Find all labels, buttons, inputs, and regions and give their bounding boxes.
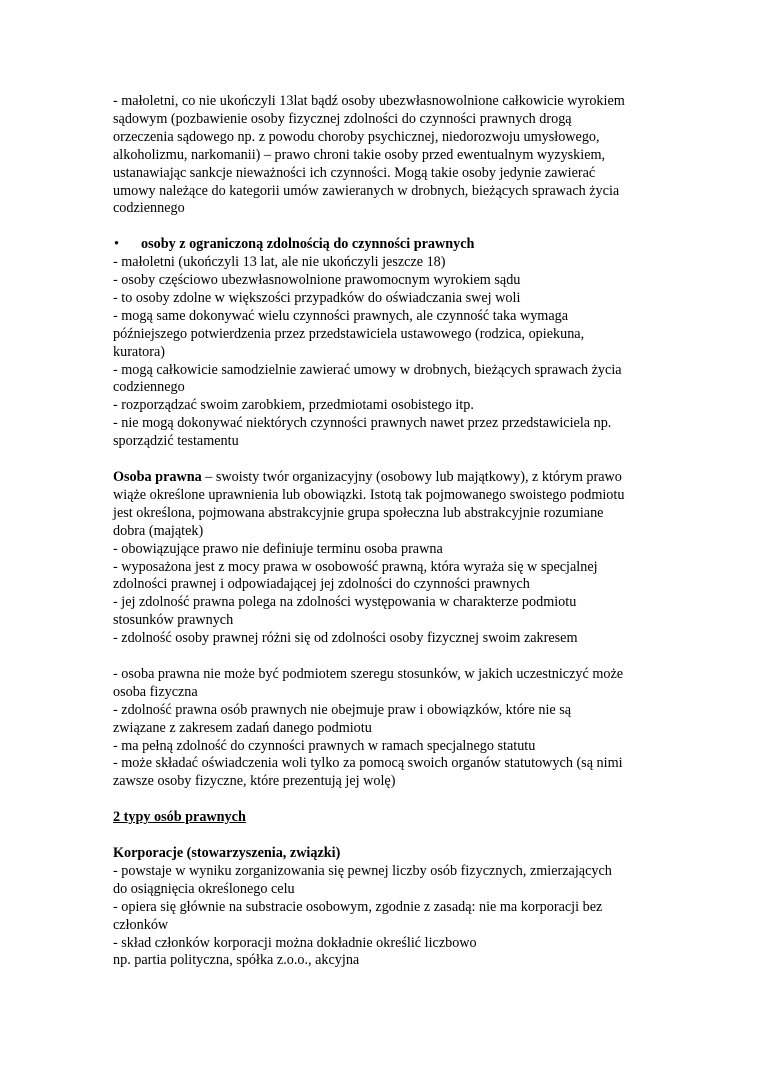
text-line: - opiera się głównie na substracie osobowym, zgodnie z zasadą: nie ma korporacji bez <box>113 898 603 915</box>
text-line: zdolności prawnej i odpowiadającej jej zdolności do czynności prawnych <box>113 576 530 593</box>
corporations-heading-text: Korporacje (stowarzyszenia, związki) <box>113 844 341 861</box>
text-line: - zdolność prawna osób prawnych nie obejmuje praw i obowiązków, które nie są <box>113 701 572 718</box>
paragraph-legal-person-limits <box>113 666 673 791</box>
spacer <box>113 218 673 236</box>
spacer <box>113 791 673 809</box>
text-line: osoba fizyczna <box>113 683 198 700</box>
text-line: np. partia polityczna, spółka z.o.o., akcyjna <box>113 952 360 969</box>
corporations-heading <box>113 845 673 863</box>
text-line: stosunków prawnych <box>113 612 234 629</box>
text-line: - powstaje w wyniku zorganizowania się pewnej liczby osób fizycznych, zmierzających <box>113 862 612 879</box>
text-line: - mogą całkowicie samodzielnie zawierać umowy w drobnych, bieżących sprawach życia <box>113 361 622 378</box>
paragraph-corporations <box>113 863 673 970</box>
text-line: - mogą same dokonywać wielu czynności prawnych, ale czynność taka wymaga <box>113 307 569 324</box>
text-line: - małoletni (ukończyli 13 lat, ale nie ukończyli jeszcze 18) <box>113 254 446 271</box>
text-line: wiąże określone uprawnienia lub obowiązki. Istotą tak pojmowanego swoistego podmiotu <box>113 486 625 503</box>
text-line: codziennego <box>113 379 185 396</box>
paragraph-legal-person <box>113 469 673 648</box>
text-line: jest określona, pojmowana abstrakcyjnie grupa społeczna lub abstrakcyjnie rozumiane <box>113 504 604 521</box>
text-line: - ma pełną zdolność do czynności prawnych w ramach specjalnego statutu <box>113 737 536 754</box>
types-heading <box>113 809 673 827</box>
text-line: - małoletni, co nie ukończyli 13lat bądź osoby ubezwłasnowolnione całkowicie wyrokiem <box>113 93 625 109</box>
text-line: późniejszego potwierdzenia przez przedstawiciela ustawowego (rodzica, opiekuna, <box>113 325 585 342</box>
text-line: członków <box>113 916 169 933</box>
paragraph-limited-capacity <box>113 254 673 451</box>
text-line: kuratora) <box>113 343 165 360</box>
paragraph-minors-incapable <box>113 93 673 218</box>
text-line: alkoholizmu, narkomanii) – prawo chroni takie osoby przed ewentualnym wyzyskiem, <box>113 146 606 163</box>
text-line: - wyposażona jest z mocy prawa w osobowość prawną, która wyraża się w specjalnej <box>113 558 598 575</box>
text-line: - nie mogą dokonywać niektórych czynności prawnych nawet przez przedstawiciela np. <box>113 415 612 432</box>
text-line: codziennego <box>113 200 185 217</box>
text-line: - osoba prawna nie może być podmiotem szeregu stosunków, w jakich uczestniczyć może <box>113 665 624 682</box>
text-line: - to osoby zdolne w większości przypadków do oświadczania swej woli <box>113 289 521 306</box>
text-line: do osiągnięcia określonego celu <box>113 880 295 897</box>
text-line: - może składać oświadczenia woli tylko za pomocą swoich organów statutowych (są nimi <box>113 755 623 772</box>
text-line: umowy należące do kategorii umów zawieranych w drobnych, bieżących sprawach życia <box>113 182 620 199</box>
text-line: orzeczenia sądowego np. z powodu choroby psychicznej, niedorozwoju umysłowego, <box>113 128 600 145</box>
limited-capacity-heading-text: osoby z ograniczoną zdolnością do czynności prawnych <box>141 236 475 253</box>
bullet-icon: • <box>114 236 119 253</box>
document-page <box>113 93 673 970</box>
legal-person-definition-start: – swoisty twór organizacyjny (osobowy lub majątkowy), z którym prawo <box>201 469 622 485</box>
text-line <box>113 469 673 487</box>
text-line: - jej zdolność prawna polega na zdolności występowania w charakterze podmiotu <box>113 594 577 611</box>
types-heading-text: 2 typy osób prawnych <box>113 809 246 826</box>
limited-capacity-heading <box>113 236 673 254</box>
text-line: - zdolność osoby prawnej różni się od zdolności osoby fizycznej swoim zakresem <box>113 630 578 647</box>
text-line: związane z zakresem zadań danego podmiotu <box>113 719 372 736</box>
text-line: - osoby częściowo ubezwłasnowolnione prawomocnym wyrokiem sądu <box>113 272 521 289</box>
spacer <box>113 827 673 845</box>
text-line: dobra (majątek) <box>113 522 204 539</box>
text-line: - obowiązujące prawo nie definiuje terminu osoba prawna <box>113 540 443 557</box>
text-line: sporządzić testamentu <box>113 433 239 450</box>
text-line: - skład członków korporacji można dokładnie określić liczbowo <box>113 934 477 951</box>
legal-person-term: Osoba prawna <box>113 469 202 485</box>
text-line: ustanawiając sankcje nieważności ich czynności. Mogą takie osoby jedynie zawierać <box>113 164 596 181</box>
text-line: sądowym (pozbawienie osoby fizycznej zdolności do czynności prawnych drogą <box>113 110 572 127</box>
spacer <box>113 648 673 666</box>
text-line: zawsze osoby fizyczne, które prezentują jej wolę) <box>113 773 396 790</box>
text-line: - rozporządzać swoim zarobkiem, przedmiotami osobistego itp. <box>113 397 474 414</box>
spacer <box>113 451 673 469</box>
